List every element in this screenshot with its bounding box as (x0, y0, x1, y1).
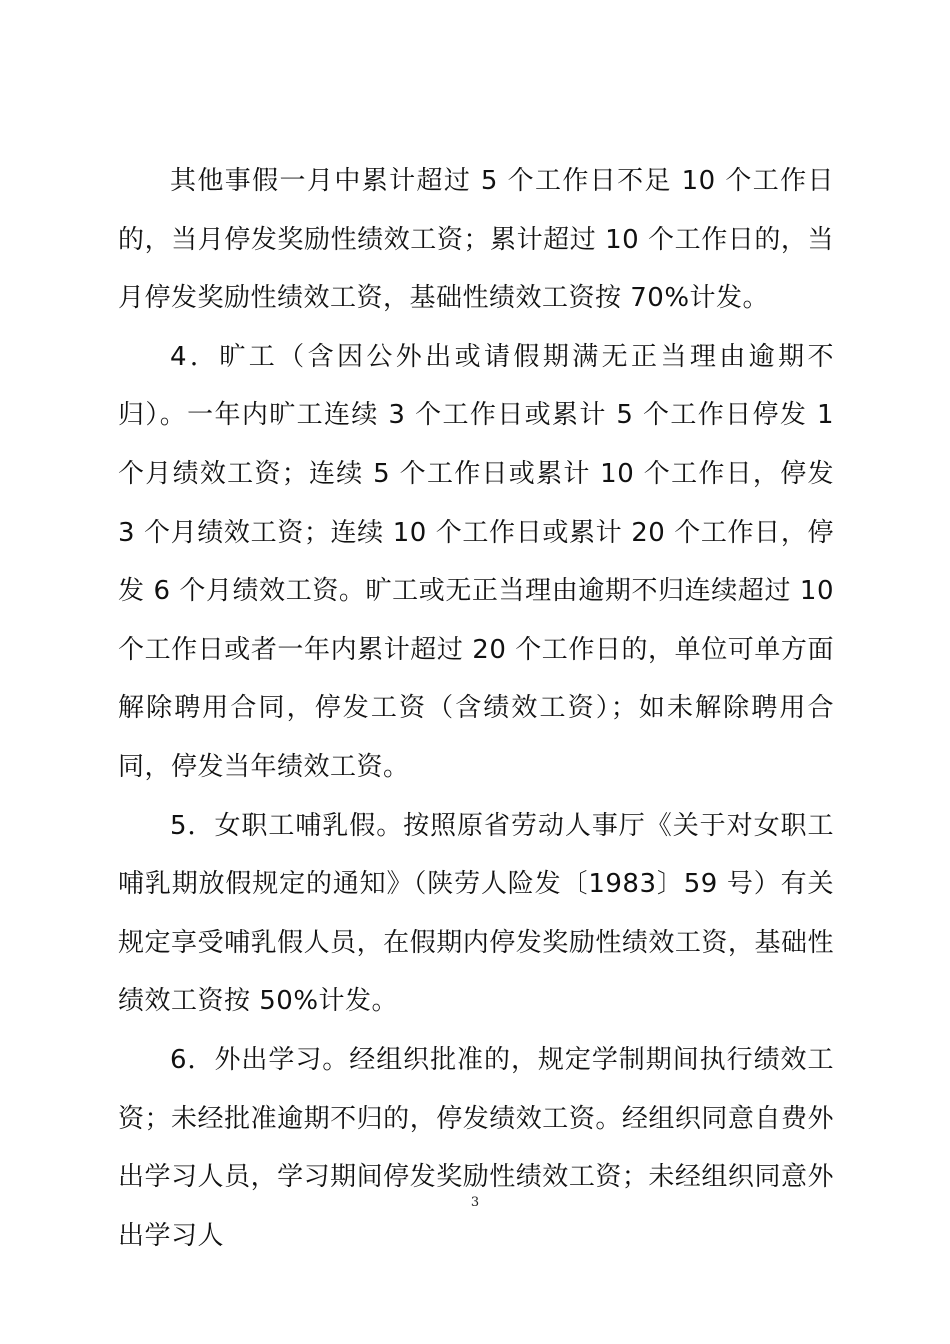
paragraph-personal-leave: 其他事假一月中累计超过 5 个工作日不足 10 个工作日的，当月停发奖励性绩效工资；累计超过 10 个工作日的，当月停发奖励性绩效工资，基础性绩效工资按 70%计发。 (118, 166, 834, 314)
document-body (118, 152, 834, 1265)
paragraph-external-study: 6．外出学习。经组织批准的，规定学制期间执行绩效工资；未经批准逾期不归的，停发绩效工资。经组织同意自费外出学习人员，学习期间停发奖励性绩效工资；未经组织同意外出学习人 (118, 1044, 834, 1251)
page-number: 3 (470, 1195, 480, 1210)
paragraph-nursing-leave: 5．女职工哺乳假。按照原省劳动人事厅《关于对女职工哺乳期放假规定的通知》（陕劳人险发〔1983〕59 号）有关规定享受哺乳假人员，在假期内停发奖励性绩效工资，基础性绩效工资按 50%计发。 (118, 810, 834, 1017)
paragraph-absenteeism: 4．旷工（含因公外出或请假期满无正当理由逾期不归）。一年内旷工连续 3 个工作日或累计 5 个工作日停发 1 个月绩效工资；连续 5 个工作日或累计 10 个工作日，停发 3 个月绩效工资；连续 10 个工作日或累计 20 个工作日，停发 6 个月绩效工资。旷工或无正当理由逾期不归连续超过 10 个工作日或者一年内累计超过 20 个工作日的，单位可单方面解除聘用合同，停发工资（含绩效工资）；如未解除聘用合同，停发当年绩效工资。 (118, 341, 834, 782)
